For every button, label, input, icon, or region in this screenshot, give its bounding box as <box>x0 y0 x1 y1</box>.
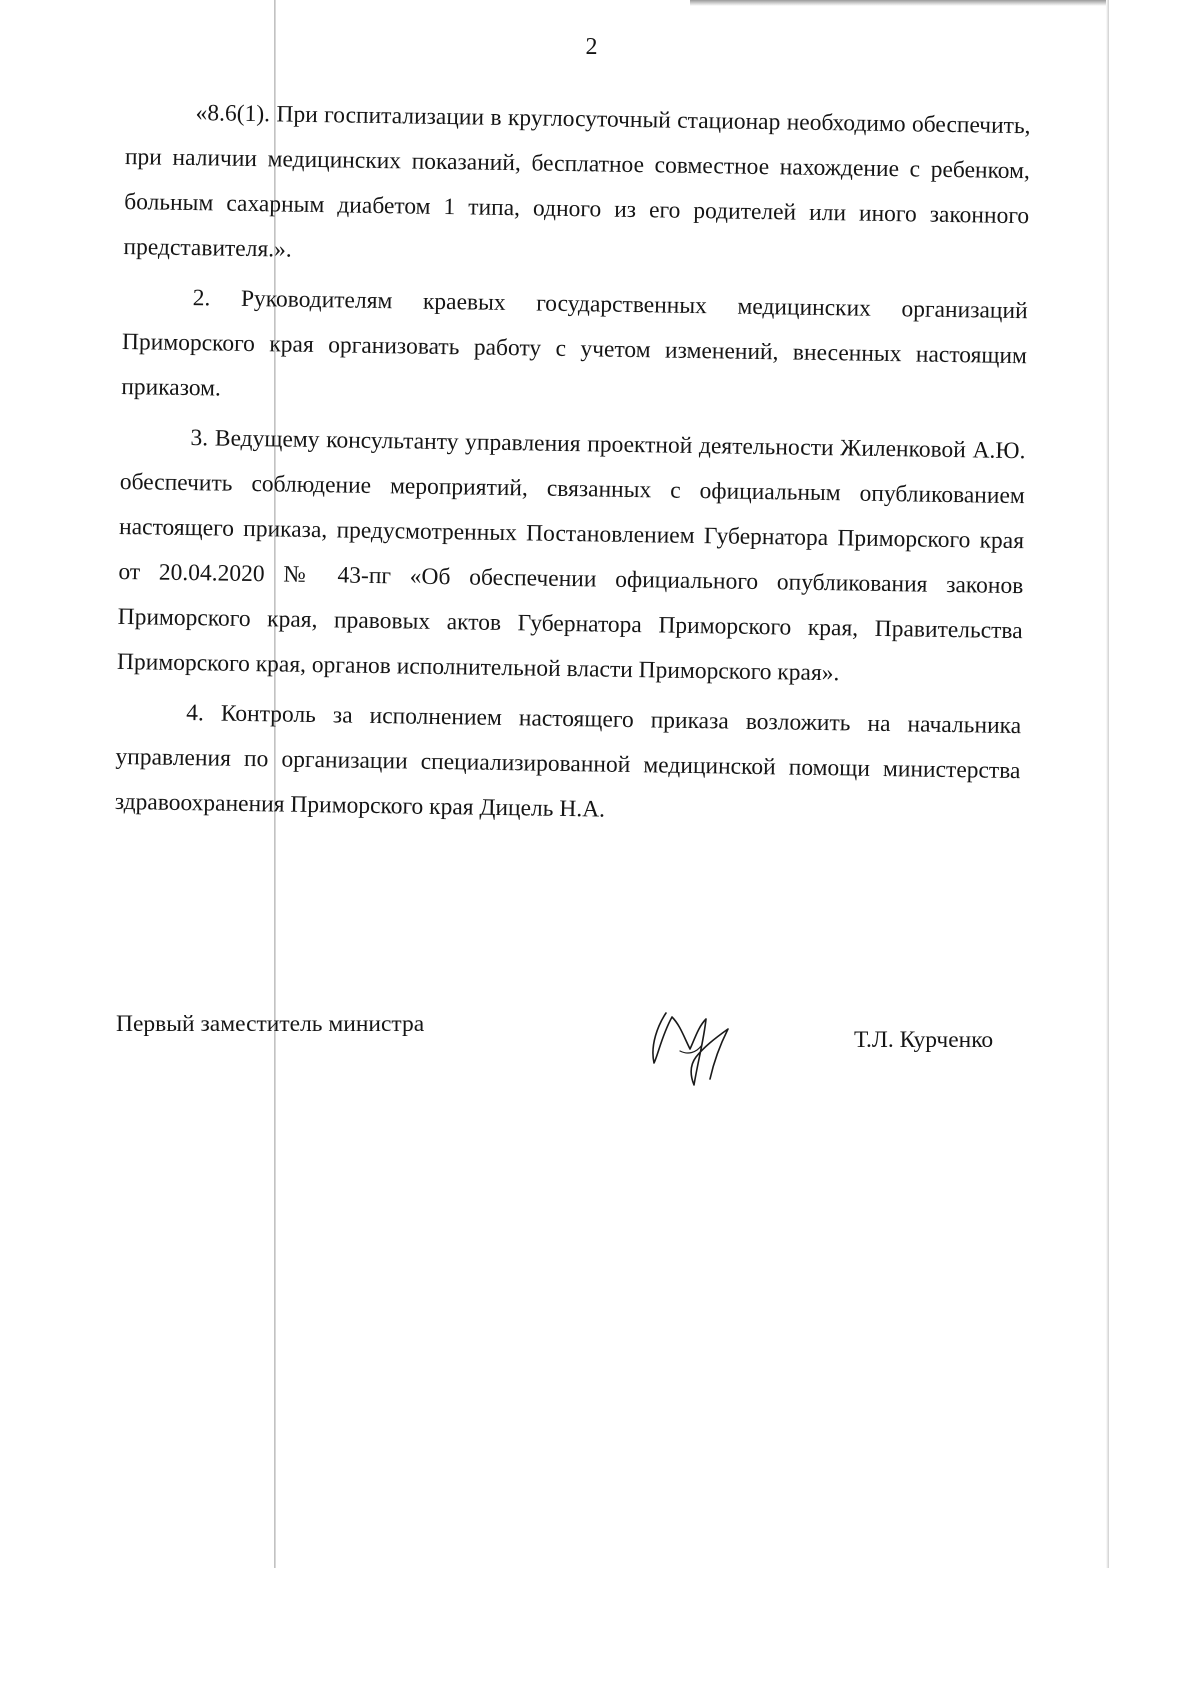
paragraph-4: 4. Контроль за исполнением настоящего приказа возложить на начальника управления по организации специализированной медицинской помощи министерства здравоохранения Приморского края Дицель Н.А. <box>114 700 1022 823</box>
scan-edge-top <box>690 0 1109 6</box>
paragraph-3: 3. Ведущему консультанту управления проектной деятельности Жиленковой А.Ю. обеспечить соблюдение мероприятий, связанных с официальным опубликованием настоящего приказа, предусмотренных Постановлением Губернатора Приморского края от 20.04.2020 № 43-пг «Об обеспечении официального опубликования законов Приморского края, правовых актов Губернатора Приморского края, Правительства Приморского края, органов исполнительной власти Приморского края». <box>116 425 1026 687</box>
scan-edge-right <box>1106 0 1109 1568</box>
signature-block <box>116 1005 1016 1095</box>
handwritten-signature <box>636 1005 746 1090</box>
paragraph-2: 2. Руководителям краевых государственных медицинских организаций Приморского края организовать работу с учетом изменений, внесенных настоящим приказом. <box>121 285 1028 402</box>
paragraph-8-6-1: «8.6(1). При госпитализации в круглосуточный стационар необходимо обеспечить, при наличии медицинских показаний, бесплатное совместное нахождение с ребенком, больным сахарным диабетом 1 типа, одного из его родителей или иного законного представителя.». <box>123 100 1031 263</box>
page-number: 2 <box>585 34 598 60</box>
signatory-name: Т.Л. Курченко <box>854 1027 994 1053</box>
document-body <box>114 90 1031 844</box>
signatory-position: Первый заместитель министра <box>116 1011 425 1037</box>
